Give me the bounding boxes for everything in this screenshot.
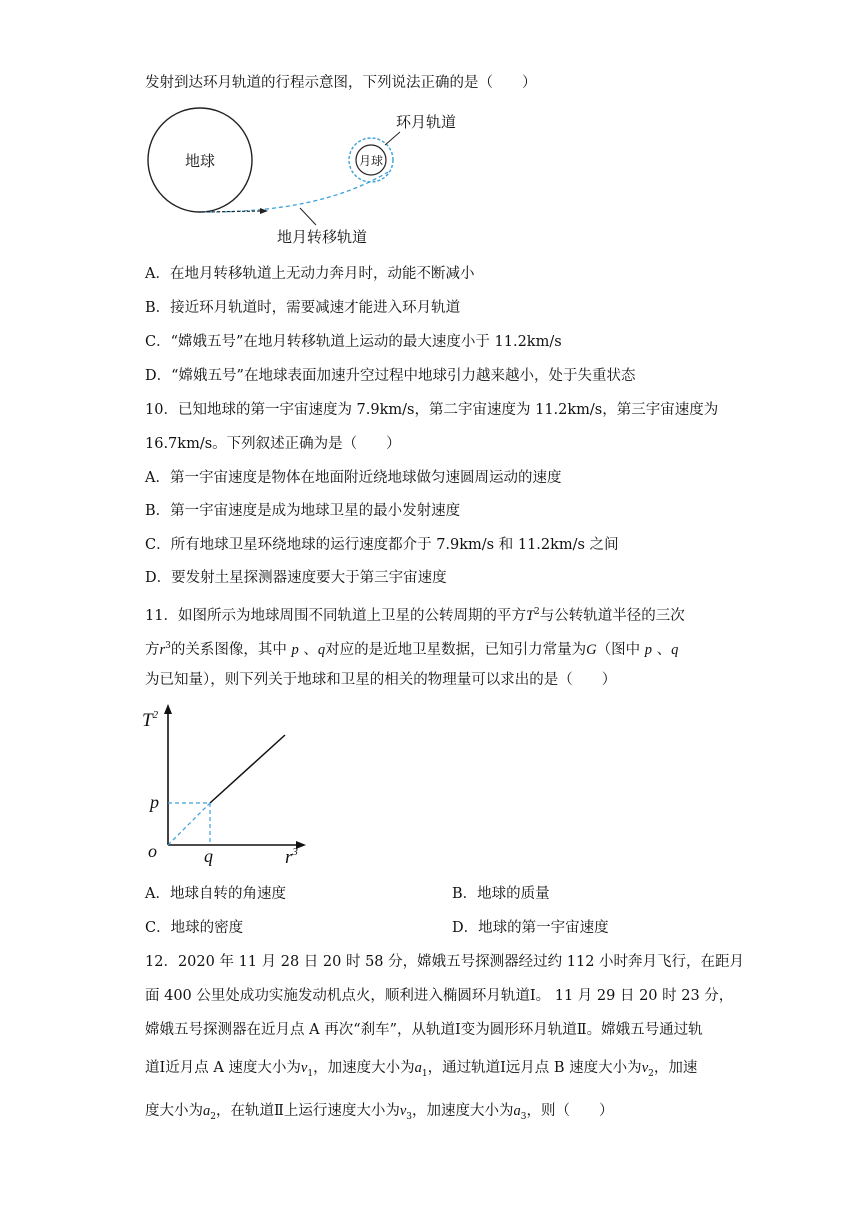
q12-line2: 面 400 公里处成功实施发动机点火，顺利进入椭圆环月轨道Ⅰ。 11 月 29 日 20 时 23 分， [145,988,734,1004]
q9-option-d: D．“嫦娥五号”在地球表面加速升空过程中地球引力越来越小，处于失重状态 [145,368,636,384]
q9-option-a: A．在地月转移轨道上无动力奔月时，动能不断减小 [145,266,475,282]
q11-stem-line1: 11．如图所示为地球周围不同轨道上卫星的公转周期的平方$T^2$与公转轨道半径的三次 [145,607,685,624]
graph-line [210,735,285,803]
symbol-r: r [159,641,166,658]
q11-option-c: C．地球的密度 [145,920,244,936]
lunar-orbit-label: 环月轨道 [396,113,457,131]
p-label: p [150,792,159,812]
q10-option-c: C．所有地球卫星环绕地球的运行速度都介于 7.9km/s 和 11.2km/s 之间 [145,537,619,553]
transfer-orbit-label: 地月转移轨道 [277,228,368,246]
q10-stem-line2: 16.7km/s。下列叙述正确为是（ ） [145,436,401,452]
y-axis-arrow-icon [164,704,172,714]
q10-option-a: A．第一宇宙速度是物体在地面附近绕地球做匀速圆周运动的速度 [145,470,562,486]
q11-option-d: D．地球的第一宇宙速度 [452,920,609,936]
symbol-G: G [586,641,597,658]
q12-line1: 12．2020 年 11 月 28 日 20 时 58 分，嫦娥五号探测器经过约 112 小时奔月飞行，在距月 [145,954,745,970]
symbol-p: p [291,641,299,658]
origin-label: o [148,841,157,861]
q12-line3: 嫦娥五号探测器在近月点 A 再次“刹车”，从轨道Ⅰ变为圆形环月轨道Ⅱ。嫦娥五号通过轨 [145,1022,703,1038]
symbol-T: T [525,607,535,624]
earth-label: 地球 [184,152,216,170]
earth-moon-transfer-figure [140,105,480,255]
q10-option-d: D．要发射土星探测器速度要大于第三宇宙速度 [145,570,447,586]
x-axis-label: $r^3$ [285,846,298,868]
q-label: q [204,846,213,866]
q9-option-b: B．接近环月轨道时，需要减速才能进入环月轨道 [145,300,461,316]
transfer-orbit-path [202,172,388,212]
q12-line4: 道Ⅰ近月点 A 速度大小为$v_1$，加速度大小为$a_1$，通过轨道Ⅰ远月点 B 速度大小为$v_2$，加速 [145,1060,698,1079]
q11-stem-line2: 方$r^3$的关系图像，其中 p 、q对应的是近地卫星数据，已知引力常量为G（图中 p 、q [145,641,679,658]
q9-option-c: C．“嫦娥五号”在地月转移轨道上运动的最大速度小于 11.2km/s [145,334,562,350]
t2-r3-graph [140,700,315,870]
q11-stem-line3: 为已知量），则下列关于地球和卫星的相关的物理量可以求出的是（ ） [145,672,617,688]
q10-option-b: B．第一宇宙速度是成为地球卫星的最小发射速度 [145,503,461,519]
q10-stem-line1: 10．已知地球的第一宇宙速度为 7.9km/s，第二宇宙速度为 11.2km/s，第三宇宙速度为 [145,402,719,418]
q12-line5: 度大小为$a_2$，在轨道Ⅱ上运行速度大小为$v_3$，加速度大小为$a_3$，则（ ） [145,1103,614,1122]
y-axis-label: $T^2$ [142,709,159,731]
moon-label: 月球 [358,154,384,168]
question-intro: 发射到达环月轨道的行程示意图，下列说法正确的是（ ） [145,75,537,91]
q11-option-b: B．地球的质量 [452,886,550,902]
q11-option-a: A．地球自转的角速度 [145,886,286,902]
origin-dash [168,803,210,845]
symbol-q: q [317,641,326,658]
